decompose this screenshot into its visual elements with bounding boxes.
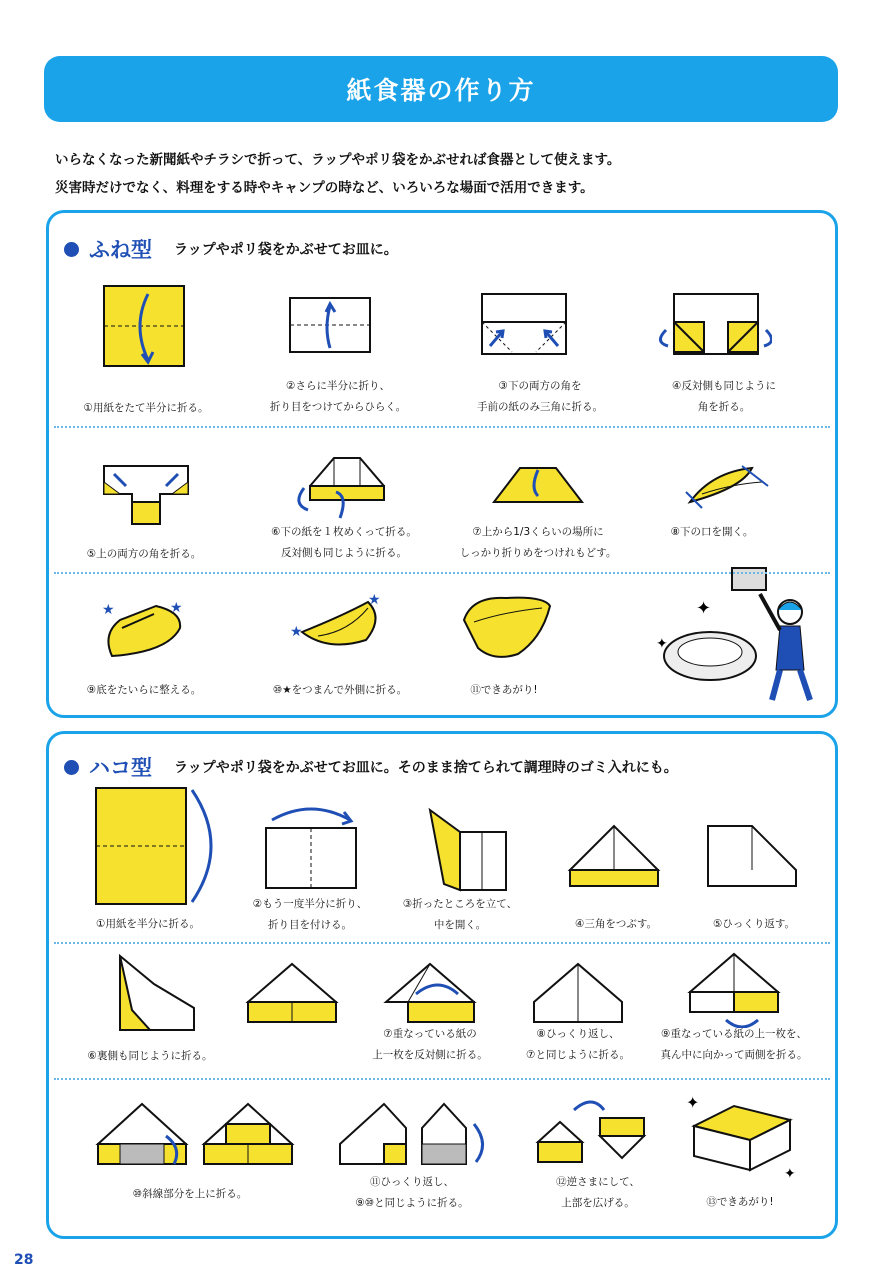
intro-line-2: 災害時だけでなく、料理をする時やキャンプの時など、いろいろな場面で活用できます。 (55, 180, 594, 196)
hako-section-description: ラップやポリ袋をかぶせてお皿に。そのまま捨てられて調理時のゴミ入れにも。 (174, 760, 678, 776)
hako-step4-illustration (566, 822, 662, 890)
hako-step4-caption: ④三角をつぶす。 (574, 918, 658, 930)
hako-step11-caption: ⑪ひっくり返し、 ⑨⑩と同じように折る。 (355, 1176, 469, 1209)
fune-step5-caption: ⑤上の両方の角を折る。 (86, 548, 202, 560)
fune-step2-illustration (286, 292, 376, 358)
fune-row-divider-2 (54, 572, 830, 574)
fune-step6-illustration (290, 452, 386, 526)
hako-step10-caption: ⑩斜線部分を上に折る。 (132, 1188, 248, 1200)
hako-step2-caption: ②もう一度半分に折り、 折り目を付ける。 (252, 898, 368, 931)
bullet-dot-icon (64, 760, 79, 775)
fune-step10-illustration (288, 592, 388, 668)
hako-step9-illustration (686, 950, 782, 1028)
svg-text:★: ★ (368, 592, 381, 608)
fune-section-name: ふね型 (89, 238, 152, 262)
fune-step6-caption: ⑥下の紙を１枚めくって折る。 反対側も同じように折る。 (271, 526, 417, 559)
fune-step2-caption: ②さらに半分に折り、 折り目をつけてからひらく。 (269, 380, 407, 413)
svg-text:★: ★ (170, 600, 183, 616)
fune-step10-caption: ⑩★をつまんで外側に折る。 (272, 684, 408, 696)
fune-step9-illustration (96, 594, 192, 666)
bullet-dot-icon (64, 242, 79, 257)
hako-step12-illustration (534, 1096, 650, 1168)
svg-text:✦: ✦ (656, 636, 668, 652)
fune-section-header (64, 234, 398, 264)
hako-step11a-illustration (336, 1098, 410, 1170)
fune-step9-caption: ⑨底をたいらに整える。 (86, 684, 202, 696)
fune-step4-illustration (652, 290, 772, 358)
hako-step3-illustration (420, 804, 510, 894)
fune-step1-illustration (100, 282, 190, 372)
fune-step8-caption: ⑧下の口を開く。 (670, 526, 754, 538)
hako-section-name: ハコ型 (89, 756, 152, 780)
fune-step1-caption: ①用紙をたて半分に折る。 (83, 402, 209, 414)
intro-line-1: いらなくなった新聞紙やチラシで折って、ラップやポリ袋をかぶせれば食器として使えます。 (55, 152, 621, 168)
hako-step1-caption: ①用紙を半分に折る。 (96, 918, 200, 930)
hako-step6b-illustration (244, 960, 340, 1026)
fune-step3-caption: ③下の両方の角を 手前の紙のみ三角に折る。 (477, 380, 603, 413)
svg-text:★: ★ (290, 624, 303, 640)
fune-row-divider-1 (54, 426, 830, 428)
svg-text:✦: ✦ (696, 598, 712, 619)
fune-step11-caption: ⑪できあがり! (470, 684, 538, 696)
hako-step6-caption: ⑥裏側も同じように折る。 (87, 1050, 213, 1062)
hako-step3-caption: ③折ったところを立て、 中を開く。 (402, 898, 518, 931)
fune-step8-illustration (682, 462, 772, 510)
hako-step12-caption: ⑫逆さまにして、 上部を広げる。 (556, 1176, 640, 1209)
fune-step4-caption: ④反対側も同じように 角を折る。 (672, 380, 776, 413)
fune-step5-illustration (100, 462, 192, 532)
hako-step1-illustration (92, 784, 222, 910)
hako-row-divider-1 (54, 942, 830, 944)
hako-step13-caption: ⑬できあがり! (706, 1196, 774, 1208)
hako-row-divider-2 (54, 1078, 830, 1080)
hako-step10b-illustration (200, 1098, 298, 1170)
hako-step5-illustration (704, 822, 800, 890)
fune-step11-illustration (458, 590, 558, 666)
hako-step7-caption: ⑦重なっている紙の 上一枚を反対側に折る。 (372, 1028, 488, 1061)
svg-text:★: ★ (102, 602, 115, 618)
hako-step5-caption: ⑤ひっくり返す。 (712, 918, 796, 930)
fune-step7-illustration (490, 462, 586, 506)
fune-step3-illustration (478, 290, 570, 358)
hako-section-header (64, 752, 678, 782)
boy-with-box-illustration (656, 560, 826, 710)
page-title: 紙食器の作り方 (346, 76, 536, 105)
svg-text:✦: ✦ (784, 1166, 796, 1180)
title-banner (44, 56, 838, 122)
hako-step6-illustration (104, 950, 200, 1036)
fune-step7-caption: ⑦上から1/3くらいの場所に しっかり折りめをつけれもどす。 (459, 526, 617, 559)
hako-step2-illustration (262, 798, 360, 894)
hako-step8-caption: ⑧ひっくり返し、 ⑦と同じように折る。 (526, 1028, 630, 1061)
page-number: 28 (14, 1252, 34, 1268)
svg-text:✦: ✦ (686, 1093, 700, 1112)
hako-step13-illustration (680, 1090, 800, 1180)
hako-step10a-illustration (94, 1098, 192, 1170)
fune-section-description: ラップやポリ袋をかぶせてお皿に。 (174, 242, 398, 258)
hako-step9-caption: ⑨重なっている紙の上一枚を、 真ん中に向かって両側を折る。 (660, 1028, 808, 1061)
hako-step7-illustration (382, 960, 478, 1026)
hako-step8-illustration (530, 960, 626, 1026)
hako-step11b-illustration (418, 1098, 492, 1170)
